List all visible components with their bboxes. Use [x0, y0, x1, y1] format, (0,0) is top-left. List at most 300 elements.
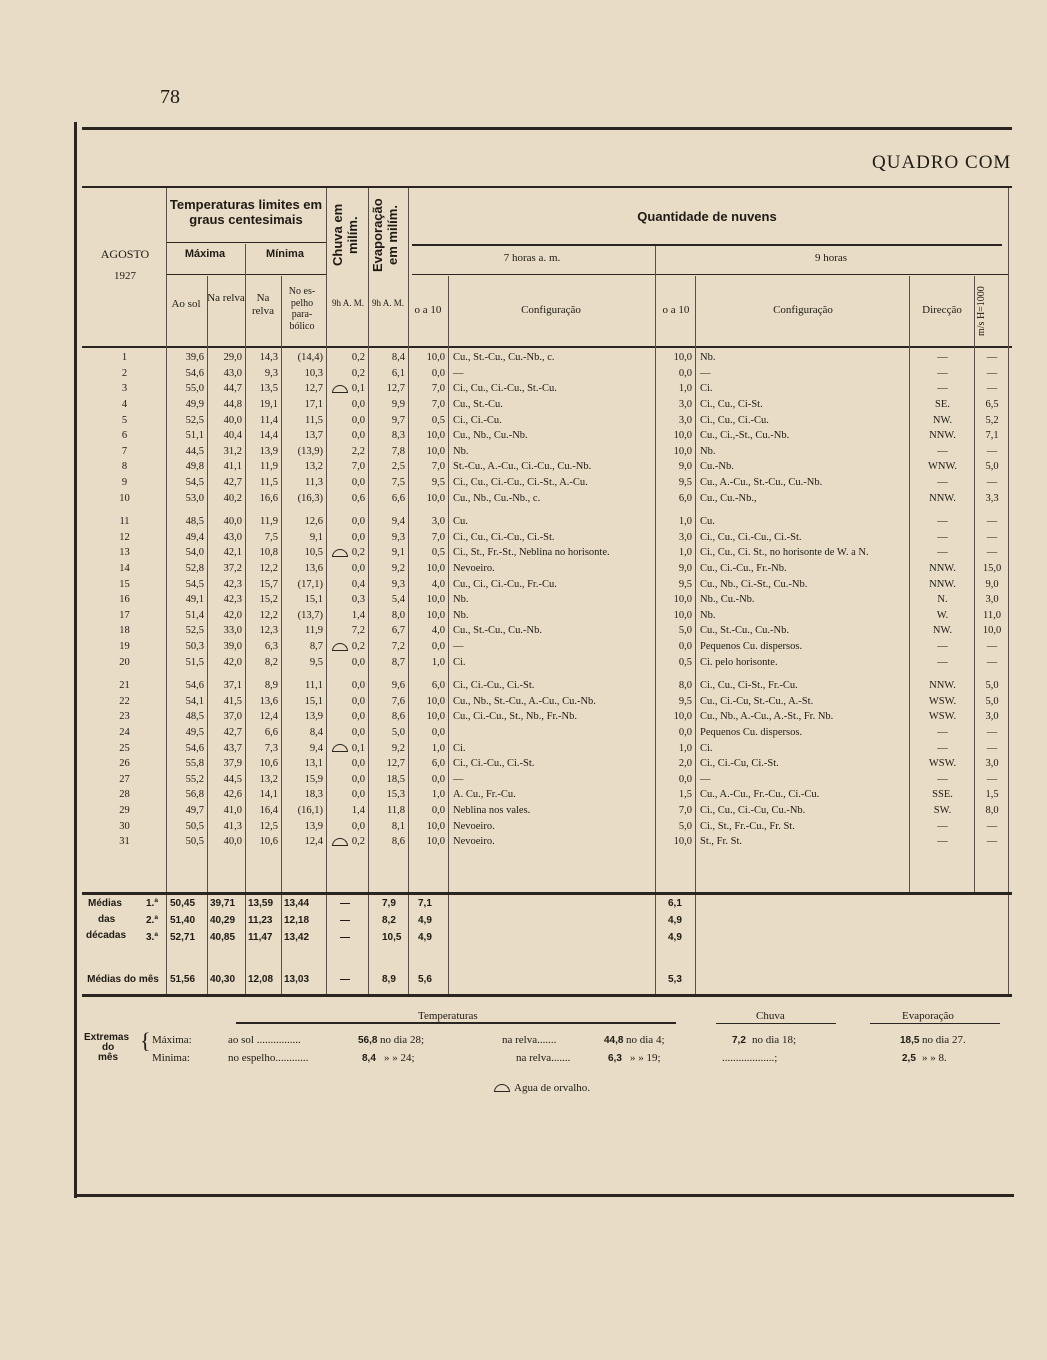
data-cell: [696, 678, 910, 694]
data-cell: [656, 623, 696, 639]
cell-text: Cu., Ci.-Cu., Fr.-Nb.: [700, 563, 787, 575]
data-cell: [409, 592, 449, 608]
cell-text: 0,0: [431, 804, 445, 816]
table-row: [82, 623, 1009, 639]
cell-text: 8,9: [264, 680, 278, 692]
cell-text: 2,2: [351, 445, 365, 457]
cell-text: —: [937, 383, 948, 395]
data-cell: [208, 428, 246, 444]
average-value: 13,44: [284, 898, 310, 909]
data-cell: [246, 545, 282, 561]
data-cell: [327, 444, 369, 460]
cell-text: 10,0: [673, 594, 692, 606]
data-cell: [208, 475, 246, 491]
cell-text: —: [986, 773, 998, 785]
data-cell: [246, 412, 282, 428]
cell-text: 42,7: [223, 477, 242, 489]
cell-text: 8,4: [391, 352, 405, 364]
cell-text: 6,0: [431, 680, 445, 692]
data-cell: [449, 428, 656, 444]
cell-text: St.-Cu., A.-Cu., Ci.-Cu., Cu.-Nb.: [453, 461, 592, 473]
cell-text: 6,1: [391, 367, 405, 379]
data-cell: [369, 771, 409, 787]
month-average-value: 51,56: [170, 974, 196, 985]
cell-text: Cu., A.-Cu., Fr.-Cu., Ci.-Cu.: [700, 789, 820, 801]
cell-text: —: [937, 516, 948, 528]
data-cell: [449, 639, 656, 655]
average-value: 7,9: [382, 898, 396, 909]
data-cell: [327, 709, 369, 725]
header-9h-evap: 9h A. M.: [371, 298, 404, 308]
data-cell: [910, 514, 975, 530]
data-cell: [282, 490, 327, 506]
ext-label-2: do: [102, 1042, 115, 1053]
cell-text: 10,0: [426, 445, 445, 457]
cell-text: (13,7): [297, 609, 323, 621]
day-cell: [82, 561, 167, 577]
cell-text: 0,0: [351, 430, 365, 442]
cell-text: 37,1: [223, 680, 242, 692]
data-cell: [246, 740, 282, 756]
cell-text: —: [453, 367, 464, 379]
data-cell: [282, 787, 327, 803]
data-cell: [369, 693, 409, 709]
cell-text: 44,5: [185, 445, 204, 457]
data-cell: [327, 381, 369, 397]
data-cell: [449, 576, 656, 592]
data-cell: [975, 576, 1009, 592]
data-cell: [975, 787, 1009, 803]
data-cell: [449, 444, 656, 460]
data-cell: [167, 475, 208, 491]
data-cell: [246, 803, 282, 819]
data-cell: [449, 803, 656, 819]
data-cell: [167, 459, 208, 475]
data-cell: [282, 756, 327, 772]
data-cell: [975, 444, 1009, 460]
data-cell: [656, 834, 696, 850]
table-row: [82, 608, 1009, 624]
data-cell: [409, 740, 449, 756]
data-cell: [910, 623, 975, 639]
cell-text: 51,5: [185, 656, 204, 668]
data-cell: [910, 771, 975, 787]
ext-label-1: Extremas: [84, 1032, 130, 1043]
cell-text: 12,2: [259, 609, 278, 621]
cell-text: —: [937, 640, 948, 652]
cell-text: 0,5: [678, 656, 692, 668]
data-cell: [167, 709, 208, 725]
cell-text: 3,0: [985, 594, 999, 606]
data-cell: [449, 740, 656, 756]
data-cell: [246, 561, 282, 577]
dew-icon: [332, 549, 348, 557]
data-cell: [369, 709, 409, 725]
cell-text: 4: [121, 399, 128, 411]
cell-text: 12,7: [386, 383, 405, 395]
data-cell: [327, 350, 369, 366]
cell-text: —: [986, 656, 998, 668]
month-average-value: —: [340, 974, 350, 985]
data-cell: [282, 834, 327, 850]
cell-text: 11,9: [305, 625, 323, 637]
data-cell: [369, 592, 409, 608]
day-cell: [82, 530, 167, 546]
data-cell: [208, 350, 246, 366]
data-cell: [282, 709, 327, 725]
cell-text: 14: [119, 563, 130, 575]
average-value: —: [340, 932, 350, 943]
data-cell: [449, 592, 656, 608]
data-cell: [975, 756, 1009, 772]
cell-text: 13,9: [259, 445, 278, 457]
data-cell: [656, 709, 696, 725]
cell-text: —: [986, 547, 998, 559]
cell-text: Cu.: [453, 516, 468, 528]
data-cell: [656, 412, 696, 428]
cell-text: 41,5: [223, 695, 242, 707]
data-cell: [369, 654, 409, 670]
cell-text: 12,2: [259, 563, 278, 575]
data-cell: [208, 818, 246, 834]
cell-text: 9,5: [431, 477, 445, 489]
table-row: [82, 678, 1009, 694]
data-cell: [246, 576, 282, 592]
cell-text: —: [986, 726, 998, 738]
cell-text: —: [937, 726, 948, 738]
data-cell: [910, 639, 975, 655]
data-cell: [369, 366, 409, 382]
cell-text: Cu., Cu.-Nb.,: [700, 492, 757, 504]
cell-text: 39,6: [185, 352, 204, 364]
cell-text: 7,0: [431, 399, 445, 411]
cell-text: 10,0: [426, 352, 445, 364]
header-na-relva-min: Na relva: [252, 292, 274, 317]
data-cell: [910, 475, 975, 491]
data-cell: [167, 803, 208, 819]
cell-text: 15,9: [304, 773, 323, 785]
cell-text: 0,0: [431, 367, 445, 379]
cell-text: Ci., St., Fr.-St., Neblina no horisonte.: [453, 547, 610, 559]
data-cell: [409, 818, 449, 834]
data-cell: [409, 834, 449, 850]
cell-text: 10,0: [673, 711, 692, 723]
cell-text: 0,0: [431, 640, 445, 652]
average-value: —: [340, 915, 350, 926]
data-cell: [696, 530, 910, 546]
data-cell: [208, 771, 246, 787]
cell-text: 6,0: [431, 758, 445, 770]
cell-text: 9,4: [391, 516, 405, 528]
data-cell: [975, 592, 1009, 608]
cell-text: 10,0: [426, 430, 445, 442]
data-cell: [327, 412, 369, 428]
cell-text: Cu.-Nb.: [700, 461, 734, 473]
data-cell: [246, 475, 282, 491]
data-cell: [696, 740, 910, 756]
cell-text: Cu., Ci., Ci.-Cu., Fr.-Cu.: [453, 578, 557, 590]
cell-text: 9,9: [391, 399, 405, 411]
cell-text: 10,0: [426, 711, 445, 723]
cell-text: 0,2: [351, 640, 365, 652]
data-cell: [282, 693, 327, 709]
cell-text: 13,9: [304, 711, 323, 723]
cell-text: 3,0: [678, 399, 692, 411]
table-title: QUADRO COM: [872, 152, 1012, 173]
ext-chuva-min: ...................;: [722, 1052, 778, 1064]
data-cell: [449, 678, 656, 694]
data-cell: [327, 514, 369, 530]
cell-text: —: [937, 547, 948, 559]
cell-text: 1,0: [678, 383, 692, 395]
cell-text: Ci., Ci.-Cu.: [453, 414, 502, 426]
data-cell: [449, 366, 656, 382]
data-cell: [208, 412, 246, 428]
daily-data-table: [82, 350, 1009, 849]
data-cell: [449, 771, 656, 787]
data-cell: [208, 608, 246, 624]
cell-text: Cu., St.-Cu., Cu.-Nb., c.: [453, 352, 555, 364]
data-cell: [327, 678, 369, 694]
month-average-value: 5,3: [668, 974, 682, 985]
ext-espelho: no espelho............: [228, 1052, 309, 1064]
data-cell: [409, 366, 449, 382]
cell-text: 13,7: [304, 430, 323, 442]
cell-text: 0,0: [351, 414, 365, 426]
cell-text: 15,3: [386, 789, 405, 801]
ext-relva1-dia: no dia 4;: [626, 1034, 665, 1046]
data-cell: [282, 366, 327, 382]
data-cell: [910, 787, 975, 803]
cell-text: 49,7: [185, 804, 204, 816]
data-cell: [656, 459, 696, 475]
cell-text: —: [937, 367, 948, 379]
data-cell: [167, 428, 208, 444]
data-cell: [910, 803, 975, 819]
cell-text: Ci., Ci.-Cu., Ci.-St.: [453, 758, 535, 770]
cell-text: 26: [119, 758, 130, 770]
data-cell: [910, 530, 975, 546]
data-cell: [167, 834, 208, 850]
data-cell: [246, 381, 282, 397]
ext-espelho-val: 8,4: [362, 1053, 376, 1064]
cell-text: 9,0: [678, 461, 692, 473]
cell-text: 48,5: [185, 711, 204, 723]
cell-text: 14,1: [259, 789, 278, 801]
cell-text: 15,0: [982, 563, 1002, 575]
cell-text: 51,1: [185, 430, 204, 442]
table-row: [82, 397, 1009, 413]
data-cell: [975, 490, 1009, 506]
cell-text: 54,6: [185, 367, 204, 379]
data-cell: [282, 514, 327, 530]
data-cell: [975, 561, 1009, 577]
data-cell: [327, 490, 369, 506]
data-cell: [656, 639, 696, 655]
data-cell: [975, 397, 1009, 413]
cell-text: Ci., Cu., Ci.-Cu., Ci.-St.: [700, 531, 802, 543]
data-cell: [369, 514, 409, 530]
decade-label: 2.ª: [146, 915, 159, 926]
data-cell: [208, 381, 246, 397]
ext-chuva-max-dia: no dia 18;: [752, 1034, 796, 1046]
data-cell: [246, 608, 282, 624]
data-cell: [975, 725, 1009, 741]
data-cell: [696, 654, 910, 670]
data-cell: [409, 459, 449, 475]
data-cell: [246, 654, 282, 670]
day-cell: [82, 490, 167, 506]
cell-text: 9,5: [678, 578, 692, 590]
data-cell: [208, 490, 246, 506]
data-cell: [369, 428, 409, 444]
data-cell: [167, 530, 208, 546]
data-cell: [409, 530, 449, 546]
table-row: [82, 576, 1009, 592]
cell-text: 3,0: [678, 414, 692, 426]
data-cell: [208, 740, 246, 756]
day-cell: [82, 725, 167, 741]
data-cell: [910, 561, 975, 577]
ext-relva1: na relva.......: [502, 1034, 557, 1046]
cell-text: 42,1: [223, 547, 242, 559]
data-cell: [449, 381, 656, 397]
cell-text: 7,0: [431, 531, 445, 543]
header-7-horas: 7 horas a. m.: [503, 252, 561, 264]
header-evaporacao: Evaporação em milím.: [370, 198, 400, 272]
header-nuvens: Quantidade de nuvens: [637, 209, 777, 224]
data-cell: [910, 818, 975, 834]
table-row: [82, 725, 1009, 741]
data-cell: [167, 771, 208, 787]
cell-text: 1: [121, 352, 128, 364]
cell-text: 16: [119, 594, 130, 606]
cell-text: 0,0: [351, 773, 365, 785]
cell-text: —: [937, 742, 948, 754]
data-cell: [449, 623, 656, 639]
cell-text: 6,6: [264, 726, 278, 738]
cell-text: 49,9: [185, 399, 204, 411]
table-row: [82, 412, 1009, 428]
data-cell: [167, 444, 208, 460]
day-cell: [82, 771, 167, 787]
cell-text: Nb., Cu.-Nb.: [700, 594, 755, 606]
cell-text: Nb.: [453, 594, 469, 606]
data-cell: [975, 803, 1009, 819]
data-cell: [409, 350, 449, 366]
cell-text: 4,0: [431, 625, 445, 637]
cell-text: Ci., Cu., Ci.-Cu., St.-Cu.: [453, 383, 557, 395]
data-cell: [696, 576, 910, 592]
data-cell: [208, 459, 246, 475]
data-cell: [327, 561, 369, 577]
cell-text: —: [937, 836, 948, 848]
data-cell: [246, 693, 282, 709]
cell-text: 0,0: [351, 711, 365, 723]
cell-text: 6,6: [391, 492, 405, 504]
data-cell: [449, 608, 656, 624]
cell-text: 7,3: [264, 742, 278, 754]
cell-text: 52,5: [185, 625, 204, 637]
data-cell: [282, 444, 327, 460]
cell-text: Ci.: [700, 383, 713, 395]
month-average-value: 8,9: [382, 974, 396, 985]
cell-text: Pequenos Cu. dispersos.: [700, 726, 803, 738]
cell-text: 41,3: [223, 820, 242, 832]
cell-text: 10,0: [426, 492, 445, 504]
cell-text: —: [937, 773, 948, 785]
cell-text: 43,7: [223, 742, 242, 754]
average-value: 11,23: [248, 915, 273, 926]
data-cell: [208, 530, 246, 546]
ext-temp-rule: [236, 1022, 676, 1024]
data-cell: [656, 576, 696, 592]
data-cell: [656, 561, 696, 577]
day-cell: [82, 412, 167, 428]
cell-text: —: [986, 820, 998, 832]
cell-text: —: [986, 352, 998, 364]
header-temperaturas: Temperaturas limites em graus centesimais: [169, 197, 323, 227]
data-cell: [910, 428, 975, 444]
cell-text: 1,0: [431, 742, 445, 754]
data-cell: [167, 366, 208, 382]
cell-text: Cu., Nb., St.-Cu., A.-Cu., Cu.-Nb.: [453, 695, 596, 707]
average-value: 39,71: [210, 898, 236, 909]
cell-text: 42,3: [223, 578, 242, 590]
cell-text: Ci.: [453, 656, 466, 668]
cell-text: 15,7: [259, 578, 278, 590]
cell-text: 1,4: [351, 804, 365, 816]
data-cell: [369, 397, 409, 413]
cell-text: Nevoeiro.: [453, 563, 495, 575]
cell-text: 0,2: [351, 547, 365, 559]
data-cell: [975, 771, 1009, 787]
cell-text: 11,1: [305, 680, 323, 692]
cell-text: 11,9: [260, 516, 278, 528]
cell-text: 49,4: [185, 531, 204, 543]
cell-text: Cu., Nb., Ci.-St., Cu.-Nb.: [700, 578, 808, 590]
cell-text: W.: [936, 609, 949, 621]
cell-text: 7,0: [678, 804, 692, 816]
cell-text: 10,0: [426, 594, 445, 606]
cell-text: 12,4: [304, 836, 323, 848]
data-cell: [449, 709, 656, 725]
cell-text: Cu., Ci.-Cu., St., Nb., Fr.-Nb.: [453, 711, 577, 723]
cell-text: 0,0: [351, 680, 365, 692]
data-cell: [409, 623, 449, 639]
cell-text: 29: [119, 804, 130, 816]
data-cell: [246, 444, 282, 460]
cell-text: 15,1: [304, 594, 323, 606]
day-cell: [82, 756, 167, 772]
data-cell: [246, 397, 282, 413]
data-cell: [282, 654, 327, 670]
data-cell: [167, 490, 208, 506]
cell-text: 3,0: [985, 758, 999, 770]
cell-text: Nb.: [700, 445, 716, 457]
cell-text: 0,0: [431, 773, 445, 785]
cell-text: 54,6: [185, 680, 204, 692]
cell-text: 3,0: [678, 531, 692, 543]
data-cell: [208, 654, 246, 670]
table-row: [82, 514, 1009, 530]
cell-text: 56,8: [185, 789, 204, 801]
data-cell: [975, 428, 1009, 444]
data-cell: [910, 834, 975, 850]
header-chuva: Chuva em milím.: [330, 203, 360, 267]
cell-text: 55,8: [185, 758, 204, 770]
data-cell: [409, 803, 449, 819]
